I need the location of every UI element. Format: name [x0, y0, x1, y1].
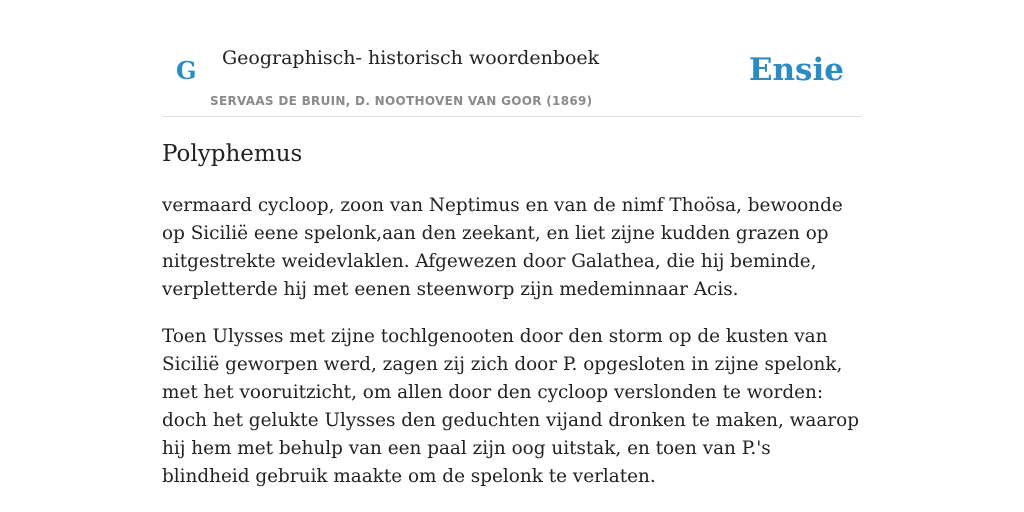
- book-title[interactable]: Geographisch- historisch woordenboek: [222, 47, 600, 69]
- entry-paragraph: vermaard cycloop, zoon van Neptimus en van de nimf Thoösa, bewoonde op Sicilië eene spelonk,aan den zeekant, en liet zijne kudden grazen op nitgestrekte weidevlaklen. Afgewezen door Galathea, die hij beminde, verpletterde hij met eenen steenworp zijn medeminnaar Acis.: [162, 195, 843, 300]
- entry-title: Polyphemus: [162, 141, 303, 167]
- book-header: [162, 0, 862, 117]
- ensie-logo-link[interactable]: Ensie: [748, 52, 844, 88]
- book-authors: SERVAAS DE BRUIN, D. NOOTHOVEN VAN GOOR (1869): [210, 94, 593, 108]
- book-logo-letter[interactable]: G: [176, 56, 197, 85]
- entry-paragraph: Toen Ulysses met zijne tochlgenooten door den storm op de kusten van Sicilië geworpen werd, zagen zij zich door P. opgesloten in zijne spelonk, met het vooruitzicht, om allen door den cycloop verslonden te worden: doch het gelukte Ulysses den geduchten vijand dronken te maken, waarop hij hem met behulp van een paal zijn oog uitstak, en toen van P.'s blindheid gebruik maakte om de spelonk te verlaten.: [162, 326, 859, 487]
- page-container: [162, 0, 862, 487]
